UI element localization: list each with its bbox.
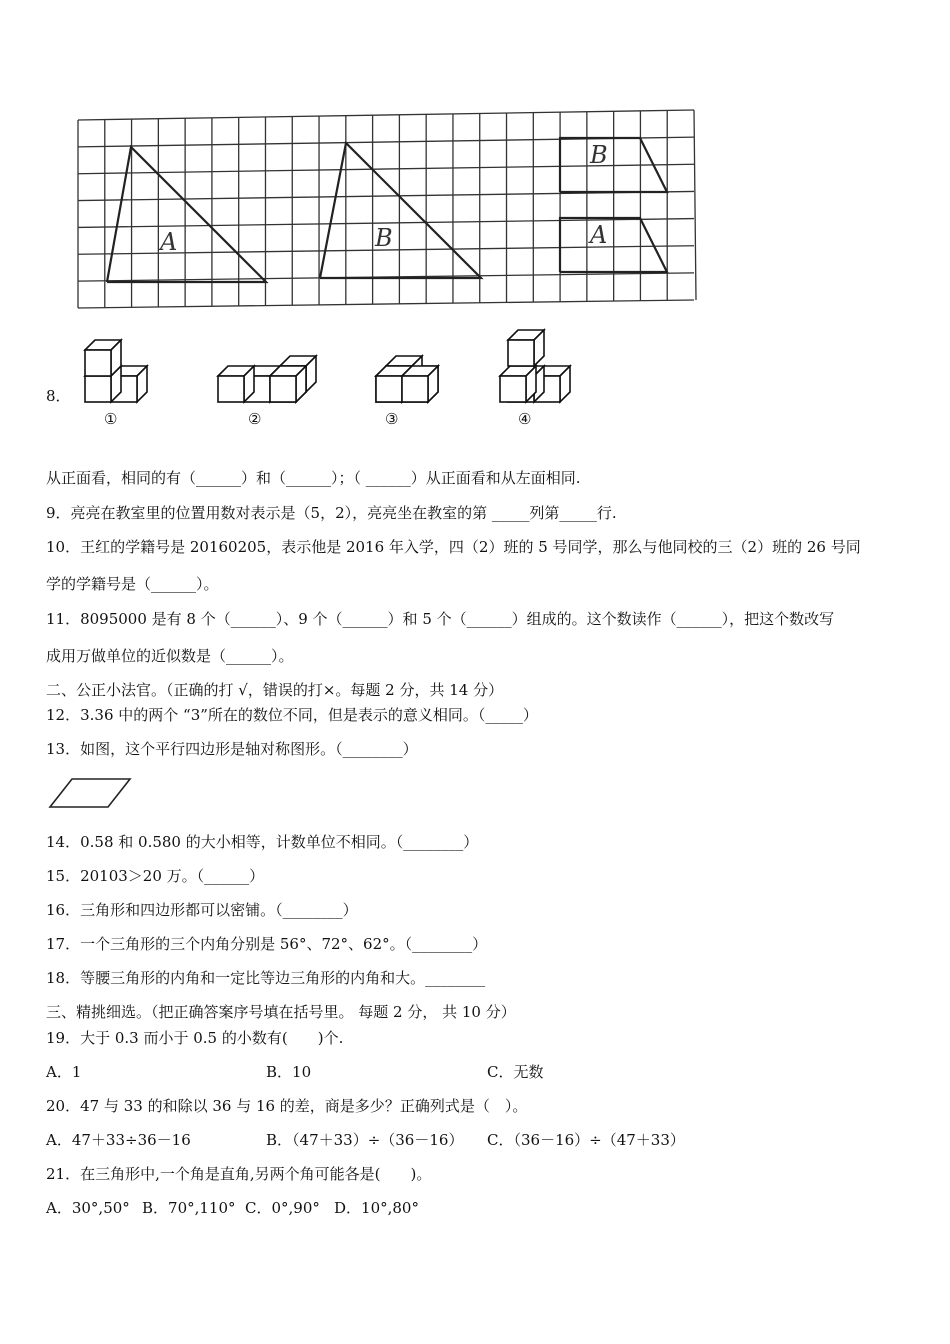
- q17-text: 17．一个三角形的三个内角分别是 56°、72°、62°。（________）: [46, 935, 488, 953]
- q21-option-a: A．30°,50°: [46, 1199, 130, 1217]
- cube-fig3-b2-front: [402, 366, 438, 402]
- q19-option-a: A．1: [46, 1063, 82, 1081]
- q20-option-b: B．（47＋33）÷（36－16）: [266, 1131, 464, 1149]
- q10-line1: 10．王红的学籍号是 20160205，表示他是 2016 年入学，四（2）班的 5 号同学，那么与他同校的三（2）班的 26 号同: [46, 538, 861, 556]
- q18-text: 18．等腰三角形的内角和一定比等边三角形的内角和大。________: [46, 969, 486, 987]
- caption-1: ①: [104, 410, 118, 428]
- cube-fig2-b3-front: [270, 366, 306, 402]
- cube-fig4-top: [508, 330, 544, 366]
- label-a-right: A: [590, 221, 608, 249]
- q21-option-d: D．10°,80°: [334, 1199, 419, 1217]
- label-b-left: B: [375, 224, 393, 252]
- q20-option-c: C．（36－16）÷（47＋33）: [487, 1131, 685, 1149]
- q9-text: 9．亮亮在教室里的位置用数对表示是（5，2），亮亮坐在教室的第 _____列第_____行.: [46, 504, 617, 522]
- q20-stem: 20．47 与 33 的和除以 36 与 16 的差，商是多少？正确列式是（ ）。: [46, 1097, 528, 1115]
- cube-fig2-b1: [218, 366, 254, 402]
- label-a-left: A: [160, 228, 178, 256]
- q11-line2: 成用万做单位的近似数是（______）。: [46, 647, 294, 665]
- cube-figures: [0, 0, 950, 440]
- q19-option-c: C．无数: [487, 1063, 544, 1081]
- cube-fig1-t1: [85, 340, 121, 376]
- cube-group: [85, 330, 570, 402]
- caption-3: ③: [385, 410, 399, 428]
- section3-heading: 三、精挑细选。（把正确答案序号填在括号里。 每题 2 分， 共 10 分）: [46, 1003, 516, 1021]
- q12-text: 12．3.36 中的两个 “3”所在的数位不同，但是表示的意义相同。（_____）: [46, 706, 538, 724]
- q11-line1: 11．8095000 是有 8 个（______）、9 个（______）和 5 个（______）组成的。这个数读作（______），把这个数改写: [46, 610, 835, 628]
- caption-2: ②: [248, 410, 262, 428]
- q13-text: 13．如图，这个平行四边形是轴对称图形。（________）: [46, 740, 418, 758]
- q14-text: 14．0.58 和 0.580 的大小相等，计数单位不相同。（________）: [46, 833, 479, 851]
- q15-text: 15．20103＞20 万。（______）: [46, 867, 265, 885]
- q21-stem: 21．在三角形中,一个角是直角,另两个角可能各是( )。: [46, 1165, 432, 1183]
- cube-fig4-b1: [500, 366, 536, 402]
- q19-option-b: B．10: [266, 1063, 312, 1081]
- label-b-right: B: [590, 141, 608, 169]
- caption-4: ④: [518, 410, 532, 428]
- parallelogram-figure: [48, 777, 138, 811]
- section2-heading: 二、公正小法官。（正确的打 √，错误的打×。每题 2 分，共 14 分）: [46, 681, 504, 699]
- q8-text: 从正面看，相同的有（______）和（______）；（ ______）从正面看和从左面相同.: [46, 469, 581, 487]
- q8-number: 8．: [46, 387, 71, 405]
- q10-line2: 学的学籍号是（______）。: [46, 575, 219, 593]
- q21-option-c: C．0°,90°: [245, 1199, 320, 1217]
- q21-option-b: B．70°,110°: [142, 1199, 236, 1217]
- q20-option-a: A．47＋33÷36－16: [46, 1131, 191, 1149]
- q19-stem: 19．大于 0.3 而小于 0.5 的小数有( )个.: [46, 1029, 344, 1047]
- q16-text: 16．三角形和四边形都可以密铺。（________）: [46, 901, 358, 919]
